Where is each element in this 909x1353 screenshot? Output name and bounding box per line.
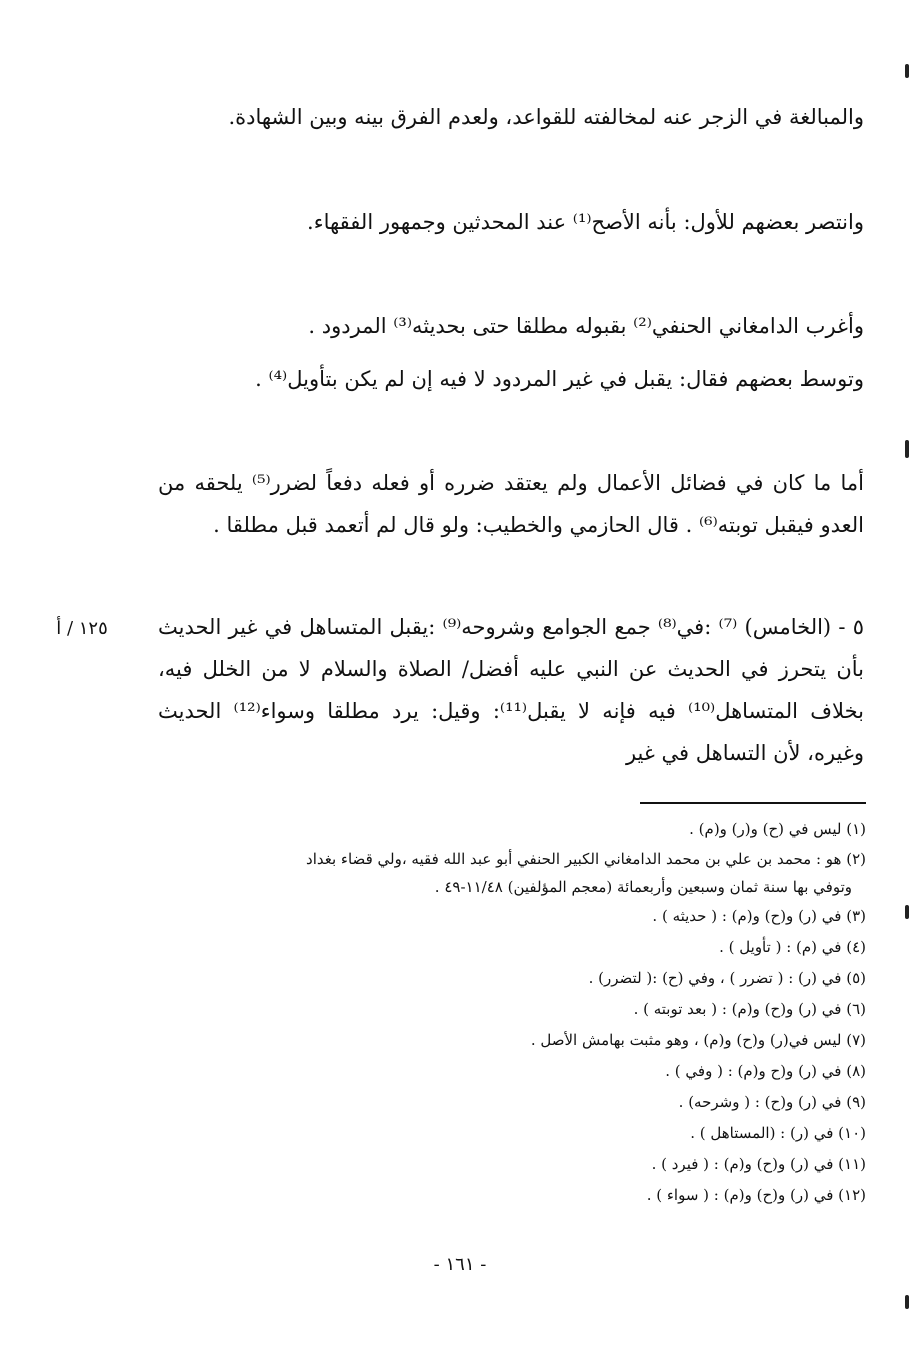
footnote-9: (٩) في (ر) و(ح) : ( وشرحه) . — [678, 1093, 866, 1111]
footnotes — [150, 814, 866, 1211]
body-paragraph-5: أما ما كان في فضائل الأعمال ولم يعتقد ضرره أو فعله دفعاً لضرر⁽⁵⁾ يلحقه من العدو فيقبل توبته⁽⁶⁾ . قال الحازمي والخطيب: ولو قال لم أتعمد قبل مطلقا . — [158, 471, 864, 537]
body-paragraph-2: وانتصر بعضهم للأول: بأنه الأصح⁽¹⁾ عند المحدثين وجمهور الفقهاء. — [307, 210, 864, 234]
scan-edge-mark — [905, 64, 909, 78]
body-paragraph-4: وتوسط بعضهم فقال: يقبل في غير المردود لا فيه إن لم يكن بتأويل⁽⁴⁾ . — [255, 367, 864, 391]
scan-edge-mark — [905, 905, 909, 919]
footnote-6: (٦) في (ر) و(ح) و(م) : ( بعد توبته ) . — [633, 1000, 866, 1018]
body-paragraph-3: وأغرب الدامغاني الحنفي⁽²⁾ بقبوله مطلقا حتى بحديثه⁽³⁾ المردود . — [308, 314, 864, 338]
footnote-11: (١١) في (ر) و(ح) و(م) : ( فيرد ) . — [651, 1155, 866, 1173]
footnote-2-line-1: (٢) هو : محمد بن علي بن محمد الدامغاني الكبير الحنفي أبو عبد الله فقيه ،ولي قضاء بغداد — [306, 850, 866, 868]
footnote-7: (٧) ليس في(ر) و(ح) و(م) ، وهو مثبت بهامش الأصل . — [530, 1031, 866, 1049]
footnote-4: (٤) في (م) : ( تأويل ) . — [719, 938, 866, 956]
manuscript-folio-note: ١٢٥ / أ — [56, 618, 108, 639]
body-paragraph-6: ٥ - (الخامس) ⁽⁷⁾ :في⁽⁸⁾ جمع الجوامع وشروحه⁽⁹⁾ :يقبل المتساهل في غير الحديث بأن يتحرز في الحديث عن النبي عليه أفضل/ الصلاة والسلام لا من الخلل فيه، بخلاف المتساهل⁽¹⁰⁾ فيه فإنه لا يقبل⁽¹¹⁾: وقيل: يرد مطلقا وسواء⁽¹²⁾ الحديث وغيره، لأن التساهل في غير — [158, 615, 864, 765]
footnote-2 — [150, 845, 866, 901]
scan-edge-mark — [905, 440, 909, 458]
footnote-2-line-2: وتوفي بها سنة ثمان وسبعين وأربعمائة (معجم المؤلفين) ١١/٤٨-٤٩ . — [434, 878, 852, 896]
footnote-8: (٨) في (ر) و(ح و(م) : ( وفي ) . — [665, 1062, 866, 1080]
page-number: - ١٦١ - — [433, 1254, 487, 1275]
footnote-10: (١٠) في (ر) : (المستاهل ) . — [690, 1124, 866, 1142]
body-paragraph-1: والمبالغة في الزجر عنه لمخالفته للقواعد، ولعدم الفرق بينه وبين الشهادة. — [228, 105, 864, 129]
footnote-1: (١) ليس في (ح) و(ر) و(م) . — [689, 820, 866, 838]
footnote-separator — [640, 802, 866, 804]
footnote-5: (٥) في (ر) : ( تضرر ) ، وفي (ح) :( لتضرر) . — [588, 969, 866, 987]
footnote-12: (١٢) في (ر) و(ح) و(م) : ( سواء ) . — [646, 1186, 866, 1204]
footnote-3: (٣) في (ر) و(ح) و(م) : ( حديثه ) . — [652, 907, 866, 925]
scan-edge-mark — [905, 1295, 909, 1309]
